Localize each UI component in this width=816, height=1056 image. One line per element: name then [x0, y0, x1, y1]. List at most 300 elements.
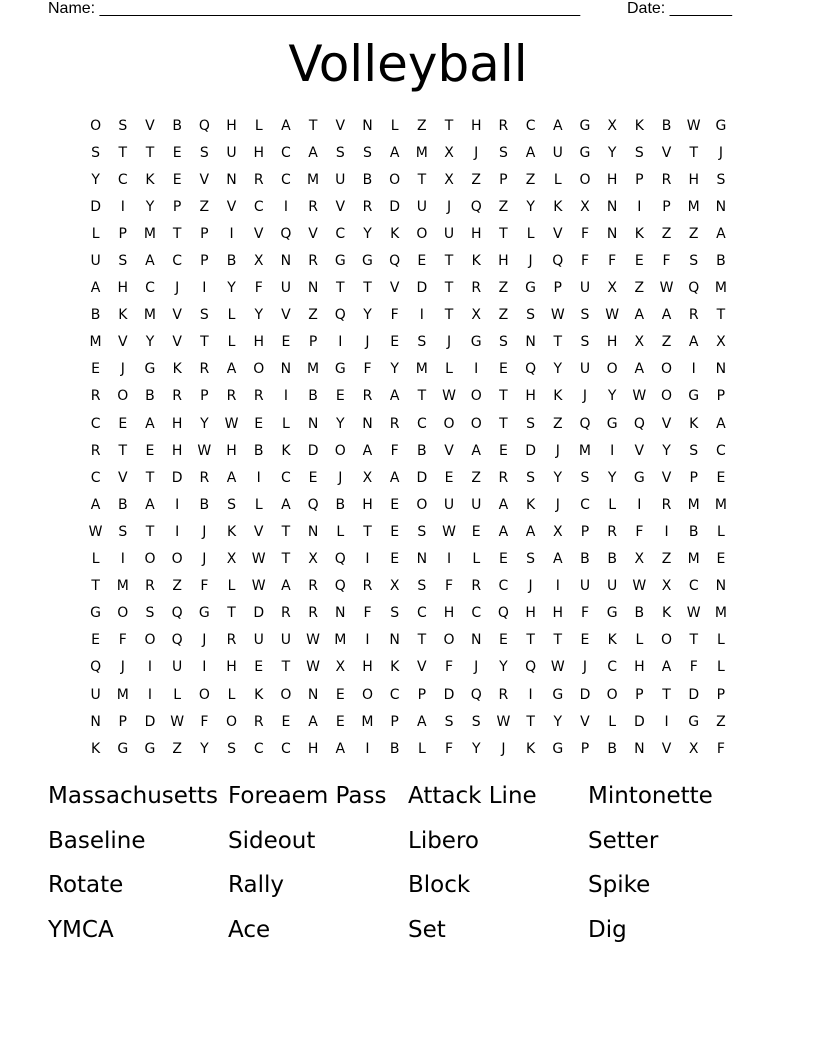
- grid-letter[interactable]: O: [253, 361, 265, 378]
- grid-letter[interactable]: B: [335, 496, 346, 513]
- grid-letter[interactable]: X: [580, 198, 590, 215]
- grid-letter[interactable]: Y: [526, 198, 535, 215]
- grid-letter[interactable]: A: [281, 496, 291, 513]
- grid-letter[interactable]: E: [281, 713, 291, 730]
- grid-letter[interactable]: Y: [363, 225, 372, 242]
- grid-letter[interactable]: U: [607, 578, 618, 595]
- grid-letter[interactable]: Z: [199, 198, 210, 215]
- grid-letter[interactable]: X: [471, 307, 482, 324]
- grid-letter[interactable]: J: [120, 659, 125, 676]
- grid-letter[interactable]: V: [552, 225, 563, 242]
- grid-letter[interactable]: L: [608, 496, 617, 513]
- grid-letter[interactable]: C: [416, 415, 427, 432]
- grid-letter[interactable]: C: [281, 469, 291, 486]
- grid-letter[interactable]: A: [90, 280, 101, 297]
- grid-letter[interactable]: L: [91, 225, 100, 242]
- grid-letter[interactable]: D: [525, 442, 536, 459]
- grid-letter[interactable]: F: [662, 253, 671, 270]
- grid-letter[interactable]: S: [526, 307, 536, 324]
- grid-letter[interactable]: X: [552, 523, 563, 540]
- grid-letter[interactable]: B: [308, 388, 318, 405]
- grid-letter[interactable]: I: [664, 713, 669, 730]
- grid-letter[interactable]: I: [610, 442, 615, 459]
- grid-letter[interactable]: L: [553, 171, 562, 188]
- grid-letter[interactable]: Y: [553, 469, 563, 486]
- grid-letter[interactable]: B: [716, 253, 726, 270]
- grid-letter[interactable]: T: [118, 442, 128, 459]
- grid-letter[interactable]: C: [416, 605, 427, 622]
- grid-letter[interactable]: H: [443, 605, 455, 622]
- grid-letter[interactable]: Y: [499, 659, 508, 676]
- grid-letter[interactable]: X: [226, 551, 237, 568]
- grid-letter[interactable]: P: [580, 523, 590, 540]
- grid-letter[interactable]: Q: [633, 415, 645, 432]
- grid-letter[interactable]: O: [117, 605, 129, 622]
- grid-letter[interactable]: L: [227, 334, 236, 351]
- grid-letter[interactable]: F: [445, 578, 454, 595]
- grid-letter[interactable]: H: [117, 280, 129, 297]
- grid-letter[interactable]: T: [281, 659, 291, 676]
- grid-letter[interactable]: O: [389, 171, 401, 188]
- grid-letter[interactable]: Y: [254, 307, 263, 324]
- grid-letter[interactable]: G: [552, 740, 564, 757]
- grid-letter[interactable]: T: [145, 523, 155, 540]
- grid-letter[interactable]: X: [661, 578, 672, 595]
- grid-letter[interactable]: N: [335, 605, 346, 622]
- grid-letter[interactable]: R: [199, 469, 210, 486]
- grid-letter[interactable]: H: [226, 659, 237, 676]
- grid-letter[interactable]: Y: [607, 469, 617, 486]
- grid-letter[interactable]: W: [251, 551, 266, 568]
- grid-letter[interactable]: A: [308, 144, 318, 161]
- grid-letter[interactable]: Y: [200, 740, 209, 757]
- grid-letter[interactable]: O: [171, 551, 183, 568]
- grid-letter[interactable]: N: [226, 171, 237, 188]
- grid-letter[interactable]: K: [91, 740, 101, 757]
- grid-letter[interactable]: M: [687, 551, 700, 568]
- grid-letter[interactable]: W: [496, 713, 511, 730]
- grid-letter[interactable]: J: [338, 469, 343, 486]
- grid-letter[interactable]: D: [443, 686, 455, 703]
- grid-letter[interactable]: V: [661, 415, 672, 432]
- grid-letter[interactable]: O: [443, 632, 455, 649]
- grid-letter[interactable]: K: [634, 117, 644, 134]
- grid-letter[interactable]: I: [365, 632, 370, 649]
- grid-letter[interactable]: J: [446, 198, 452, 215]
- grid-letter[interactable]: N: [715, 578, 727, 595]
- grid-letter[interactable]: R: [471, 578, 482, 595]
- grid-letter[interactable]: T: [145, 469, 155, 486]
- grid-letter[interactable]: N: [307, 523, 319, 540]
- grid-letter[interactable]: J: [474, 659, 479, 676]
- grid-letter[interactable]: C: [471, 605, 482, 622]
- grid-letter[interactable]: N: [389, 632, 400, 649]
- grid-letter[interactable]: K: [553, 388, 563, 405]
- grid-letter[interactable]: A: [281, 578, 291, 595]
- grid-letter[interactable]: T: [281, 523, 291, 540]
- grid-letter[interactable]: J: [120, 361, 125, 378]
- grid-letter[interactable]: N: [90, 713, 101, 730]
- grid-letter[interactable]: Z: [525, 171, 536, 188]
- grid-letter[interactable]: S: [498, 144, 508, 161]
- grid-letter[interactable]: G: [144, 740, 156, 757]
- grid-letter[interactable]: R: [661, 171, 672, 188]
- grid-letter[interactable]: G: [715, 117, 727, 134]
- grid-letter[interactable]: W: [170, 713, 185, 730]
- grid-letter[interactable]: T: [444, 253, 454, 270]
- grid-letter[interactable]: V: [335, 198, 346, 215]
- grid-letter[interactable]: E: [498, 551, 508, 568]
- grid-letter[interactable]: E: [498, 442, 508, 459]
- grid-letter[interactable]: V: [661, 469, 672, 486]
- grid-letter[interactable]: S: [91, 144, 101, 161]
- grid-letter[interactable]: B: [362, 171, 373, 188]
- grid-letter[interactable]: C: [253, 740, 264, 757]
- grid-letter[interactable]: Y: [363, 307, 372, 324]
- grid-letter[interactable]: I: [202, 280, 207, 297]
- grid-letter[interactable]: W: [632, 578, 647, 595]
- grid-letter[interactable]: O: [661, 361, 673, 378]
- grid-letter[interactable]: A: [498, 496, 509, 513]
- grid-letter[interactable]: E: [172, 171, 182, 188]
- grid-letter[interactable]: M: [714, 280, 727, 297]
- grid-letter[interactable]: X: [444, 144, 454, 161]
- grid-letter[interactable]: L: [635, 632, 644, 649]
- grid-letter[interactable]: L: [336, 523, 345, 540]
- grid-letter[interactable]: S: [199, 144, 209, 161]
- grid-letter[interactable]: V: [117, 469, 128, 486]
- grid-letter[interactable]: V: [389, 280, 400, 297]
- grid-letter[interactable]: L: [91, 551, 100, 568]
- grid-letter[interactable]: S: [145, 605, 155, 622]
- grid-letter[interactable]: X: [607, 117, 617, 134]
- grid-letter[interactable]: V: [281, 307, 291, 324]
- grid-letter[interactable]: T: [444, 280, 454, 297]
- grid-letter[interactable]: S: [716, 171, 726, 188]
- grid-letter[interactable]: A: [145, 253, 155, 270]
- grid-letter[interactable]: N: [634, 740, 645, 757]
- grid-letter[interactable]: Q: [470, 686, 482, 703]
- grid-letter[interactable]: U: [280, 280, 292, 297]
- grid-letter[interactable]: T: [553, 334, 563, 351]
- grid-letter[interactable]: P: [200, 253, 209, 270]
- grid-letter[interactable]: C: [172, 253, 183, 270]
- grid-letter[interactable]: Q: [171, 632, 183, 649]
- grid-letter[interactable]: Z: [172, 578, 182, 595]
- grid-letter[interactable]: H: [470, 117, 482, 134]
- grid-letter[interactable]: O: [443, 415, 455, 432]
- grid-letter[interactable]: Q: [497, 605, 509, 622]
- grid-letter[interactable]: U: [552, 144, 563, 161]
- grid-letter[interactable]: P: [553, 280, 562, 297]
- grid-letter[interactable]: S: [580, 307, 590, 324]
- grid-letter[interactable]: R: [145, 578, 155, 595]
- grid-letter[interactable]: A: [661, 307, 672, 324]
- grid-letter[interactable]: H: [226, 442, 237, 459]
- grid-letter[interactable]: J: [175, 280, 180, 297]
- grid-letter[interactable]: I: [175, 496, 180, 513]
- grid-letter[interactable]: L: [227, 578, 236, 595]
- grid-letter[interactable]: E: [335, 388, 345, 405]
- grid-letter[interactable]: A: [417, 713, 427, 730]
- grid-letter[interactable]: G: [579, 117, 591, 134]
- grid-letter[interactable]: Q: [90, 659, 102, 676]
- grid-letter[interactable]: F: [445, 740, 454, 757]
- grid-letter[interactable]: J: [555, 496, 560, 513]
- grid-letter[interactable]: M: [143, 307, 157, 324]
- grid-letter[interactable]: C: [688, 578, 699, 595]
- grid-letter[interactable]: R: [199, 361, 210, 378]
- grid-letter[interactable]: P: [390, 713, 399, 730]
- grid-letter[interactable]: G: [117, 740, 129, 757]
- grid-letter[interactable]: G: [552, 686, 564, 703]
- grid-letter[interactable]: Y: [662, 442, 671, 459]
- grid-letter[interactable]: D: [171, 469, 183, 486]
- grid-letter[interactable]: W: [306, 632, 321, 649]
- grid-letter[interactable]: S: [526, 415, 536, 432]
- grid-letter[interactable]: S: [689, 442, 699, 459]
- grid-letter[interactable]: Y: [553, 713, 563, 730]
- grid-letter[interactable]: Q: [334, 551, 346, 568]
- grid-letter[interactable]: O: [606, 361, 618, 378]
- grid-letter[interactable]: V: [634, 442, 645, 459]
- grid-letter[interactable]: L: [717, 659, 725, 676]
- grid-letter[interactable]: C: [335, 225, 346, 242]
- grid-letter[interactable]: T: [363, 280, 372, 297]
- grid-letter[interactable]: Q: [688, 280, 700, 297]
- grid-letter[interactable]: Z: [417, 117, 427, 134]
- grid-letter[interactable]: H: [525, 388, 536, 405]
- grid-letter[interactable]: K: [526, 740, 536, 757]
- grid-letter[interactable]: S: [227, 740, 236, 757]
- grid-letter[interactable]: O: [334, 442, 346, 459]
- grid-letter[interactable]: P: [200, 225, 209, 242]
- grid-letter[interactable]: A: [688, 334, 699, 351]
- grid-letter[interactable]: B: [389, 740, 400, 757]
- grid-letter[interactable]: D: [144, 713, 156, 730]
- grid-letter[interactable]: F: [363, 361, 372, 378]
- grid-letter[interactable]: M: [415, 361, 428, 378]
- grid-letter[interactable]: Y: [336, 415, 345, 432]
- grid-letter[interactable]: X: [716, 334, 726, 351]
- grid-letter[interactable]: A: [145, 496, 155, 513]
- grid-letter[interactable]: B: [634, 605, 645, 622]
- grid-letter[interactable]: P: [118, 713, 127, 730]
- grid-letter[interactable]: E: [580, 632, 590, 649]
- grid-letter[interactable]: Z: [661, 334, 672, 351]
- grid-letter[interactable]: A: [90, 496, 101, 513]
- grid-letter[interactable]: Z: [498, 307, 509, 324]
- grid-letter[interactable]: F: [200, 713, 209, 730]
- grid-letter[interactable]: B: [226, 253, 237, 270]
- grid-letter[interactable]: Y: [145, 334, 155, 351]
- grid-letter[interactable]: L: [282, 415, 290, 432]
- date-field-label[interactable]: Date: _______: [627, 0, 732, 17]
- grid-letter[interactable]: G: [688, 388, 700, 405]
- grid-letter[interactable]: X: [634, 551, 645, 568]
- grid-letter[interactable]: H: [253, 334, 264, 351]
- grid-letter[interactable]: O: [606, 686, 618, 703]
- grid-letter[interactable]: A: [362, 442, 373, 459]
- grid-letter[interactable]: K: [254, 686, 264, 703]
- grid-letter[interactable]: X: [607, 280, 617, 297]
- grid-letter[interactable]: G: [633, 469, 645, 486]
- grid-letter[interactable]: F: [445, 659, 454, 676]
- grid-letter[interactable]: H: [498, 253, 509, 270]
- grid-letter[interactable]: C: [281, 740, 291, 757]
- grid-letter[interactable]: D: [416, 469, 428, 486]
- grid-letter[interactable]: O: [361, 686, 373, 703]
- grid-letter[interactable]: T: [662, 686, 671, 703]
- grid-letter[interactable]: I: [365, 740, 370, 757]
- name-field-label[interactable]: Name: ______________________________________________________: [48, 0, 581, 17]
- grid-letter[interactable]: H: [226, 117, 237, 134]
- grid-letter[interactable]: V: [145, 117, 155, 134]
- grid-letter[interactable]: V: [444, 442, 454, 459]
- grid-letter[interactable]: M: [307, 361, 320, 378]
- grid-letter[interactable]: W: [605, 307, 620, 324]
- grid-letter[interactable]: K: [390, 225, 400, 242]
- grid-letter[interactable]: O: [198, 686, 210, 703]
- grid-letter[interactable]: H: [606, 171, 618, 188]
- grid-letter[interactable]: E: [91, 361, 101, 378]
- grid-letter[interactable]: M: [578, 442, 592, 459]
- grid-letter[interactable]: Y: [471, 740, 481, 757]
- grid-letter[interactable]: W: [251, 578, 266, 595]
- grid-letter[interactable]: L: [227, 686, 236, 703]
- grid-letter[interactable]: F: [580, 253, 589, 270]
- grid-letter[interactable]: F: [363, 605, 372, 622]
- grid-letter[interactable]: R: [498, 686, 509, 703]
- grid-letter[interactable]: U: [471, 496, 482, 513]
- grid-letter[interactable]: T: [417, 171, 427, 188]
- grid-letter[interactable]: O: [416, 496, 428, 513]
- grid-letter[interactable]: F: [254, 280, 263, 297]
- grid-letter[interactable]: E: [91, 632, 101, 649]
- grid-letter[interactable]: W: [442, 523, 456, 540]
- grid-letter[interactable]: N: [715, 198, 727, 215]
- grid-letter[interactable]: C: [281, 171, 291, 188]
- grid-letter[interactable]: Z: [308, 307, 318, 324]
- grid-letter[interactable]: U: [416, 198, 427, 215]
- grid-letter[interactable]: T: [526, 632, 535, 649]
- grid-letter[interactable]: V: [117, 334, 128, 351]
- grid-letter[interactable]: H: [253, 144, 264, 161]
- grid-letter[interactable]: T: [499, 388, 508, 405]
- grid-letter[interactable]: I: [637, 496, 642, 513]
- grid-letter[interactable]: M: [415, 144, 428, 161]
- grid-letter[interactable]: M: [307, 171, 320, 188]
- grid-letter[interactable]: A: [389, 388, 400, 405]
- grid-letter[interactable]: W: [686, 605, 701, 622]
- grid-letter[interactable]: D: [90, 198, 101, 215]
- grid-letter[interactable]: V: [172, 334, 182, 351]
- grid-letter[interactable]: K: [145, 171, 155, 188]
- grid-letter[interactable]: C: [253, 198, 264, 215]
- grid-letter[interactable]: E: [390, 551, 400, 568]
- grid-letter[interactable]: T: [444, 307, 454, 324]
- grid-letter[interactable]: R: [226, 632, 237, 649]
- grid-letter[interactable]: U: [280, 632, 292, 649]
- grid-letter[interactable]: U: [443, 225, 455, 242]
- grid-letter[interactable]: K: [226, 523, 237, 540]
- grid-letter[interactable]: E: [634, 253, 644, 270]
- grid-letter[interactable]: R: [308, 253, 318, 270]
- grid-letter[interactable]: W: [659, 280, 674, 297]
- grid-letter[interactable]: W: [686, 117, 701, 134]
- grid-letter[interactable]: H: [688, 171, 699, 188]
- grid-letter[interactable]: L: [390, 117, 399, 134]
- grid-letter[interactable]: U: [253, 632, 264, 649]
- grid-letter[interactable]: V: [580, 713, 590, 730]
- grid-letter[interactable]: J: [202, 523, 207, 540]
- grid-letter[interactable]: S: [634, 144, 644, 161]
- grid-letter[interactable]: M: [687, 198, 700, 215]
- grid-letter[interactable]: T: [145, 144, 155, 161]
- grid-letter[interactable]: S: [390, 605, 400, 622]
- grid-letter[interactable]: H: [552, 605, 564, 622]
- grid-letter[interactable]: W: [550, 659, 565, 676]
- grid-letter[interactable]: I: [446, 551, 452, 568]
- grid-letter[interactable]: E: [335, 686, 345, 703]
- grid-letter[interactable]: M: [714, 605, 727, 622]
- grid-letter[interactable]: A: [716, 225, 726, 242]
- grid-letter[interactable]: V: [308, 225, 318, 242]
- grid-letter[interactable]: K: [689, 415, 699, 432]
- grid-letter[interactable]: P: [580, 740, 590, 757]
- grid-letter[interactable]: U: [226, 144, 237, 161]
- grid-letter[interactable]: R: [308, 198, 318, 215]
- grid-letter[interactable]: A: [661, 659, 672, 676]
- grid-letter[interactable]: L: [254, 117, 263, 134]
- grid-letter[interactable]: V: [417, 659, 427, 676]
- grid-letter[interactable]: Z: [634, 280, 645, 297]
- grid-letter[interactable]: P: [662, 198, 671, 215]
- grid-letter[interactable]: I: [283, 198, 288, 215]
- grid-letter[interactable]: C: [498, 578, 509, 595]
- grid-letter[interactable]: B: [607, 551, 617, 568]
- grid-letter[interactable]: B: [172, 117, 182, 134]
- grid-letter[interactable]: J: [202, 551, 207, 568]
- grid-letter[interactable]: Q: [389, 253, 401, 270]
- grid-letter[interactable]: M: [361, 713, 374, 730]
- grid-letter[interactable]: I: [528, 686, 533, 703]
- grid-letter[interactable]: E: [390, 334, 400, 351]
- grid-letter[interactable]: I: [555, 578, 560, 595]
- grid-letter[interactable]: B: [117, 496, 128, 513]
- grid-letter[interactable]: A: [389, 144, 400, 161]
- grid-letter[interactable]: B: [688, 523, 699, 540]
- grid-letter[interactable]: R: [362, 198, 373, 215]
- grid-letter[interactable]: L: [417, 740, 426, 757]
- grid-letter[interactable]: F: [635, 523, 644, 540]
- grid-letter[interactable]: C: [525, 117, 536, 134]
- grid-letter[interactable]: Z: [688, 225, 699, 242]
- grid-letter[interactable]: D: [416, 280, 428, 297]
- grid-letter[interactable]: J: [582, 388, 588, 405]
- grid-letter[interactable]: T: [363, 523, 372, 540]
- grid-letter[interactable]: Q: [525, 659, 537, 676]
- grid-letter[interactable]: Y: [227, 280, 236, 297]
- grid-letter[interactable]: Q: [579, 415, 591, 432]
- grid-letter[interactable]: C: [117, 171, 128, 188]
- grid-letter[interactable]: Z: [471, 171, 482, 188]
- grid-letter[interactable]: I: [338, 334, 343, 351]
- grid-letter[interactable]: F: [608, 253, 617, 270]
- grid-letter[interactable]: I: [283, 388, 288, 405]
- grid-letter[interactable]: A: [226, 361, 237, 378]
- grid-letter[interactable]: W: [197, 442, 212, 459]
